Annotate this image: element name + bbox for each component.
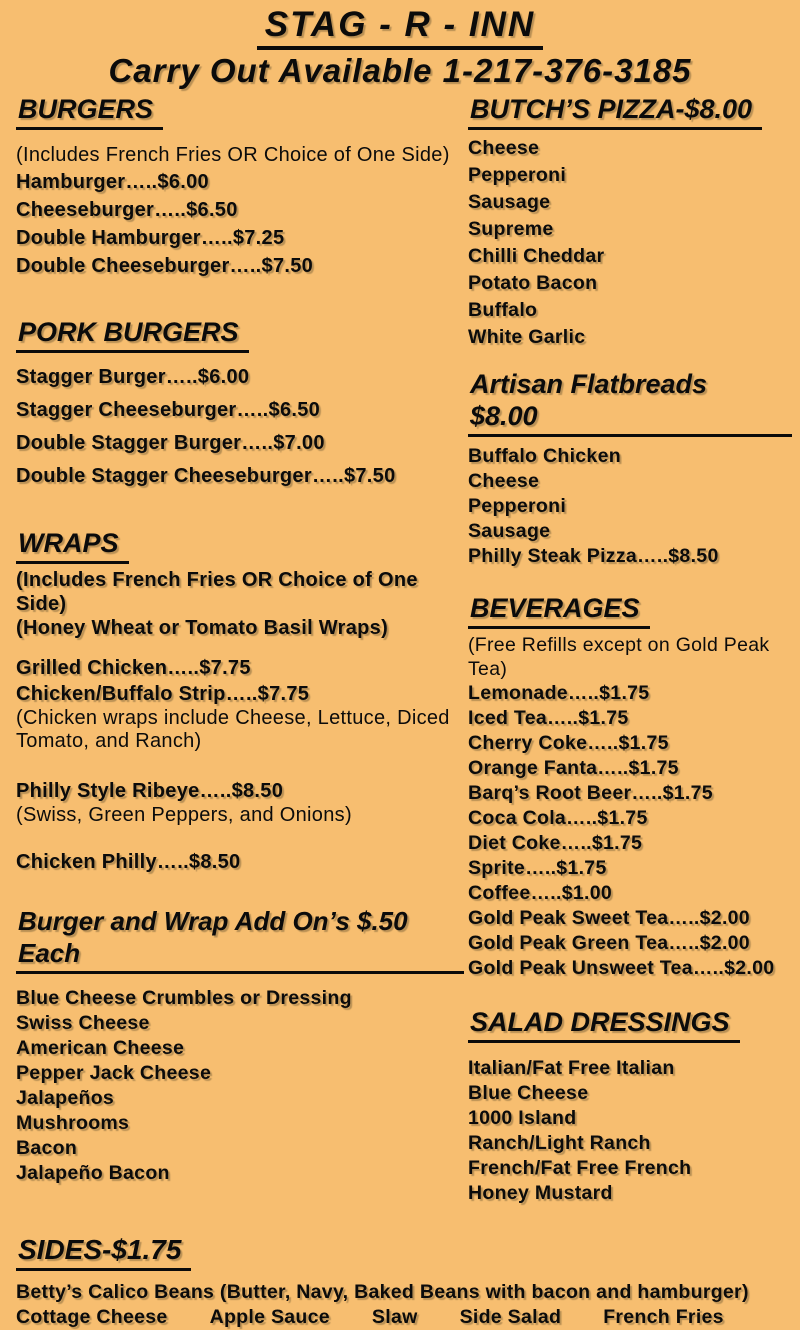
section-salad-dressings xyxy=(468,1006,792,1206)
menu-item: Cottage Cheese xyxy=(16,1306,168,1328)
wraps-note-bread: (Honey Wheat or Tomato Basil Wraps) xyxy=(16,617,389,639)
menu-item: Bacon xyxy=(16,1137,78,1159)
menu-item: Blue Cheese xyxy=(468,1082,589,1104)
menu-item: Sausage xyxy=(468,520,551,542)
menu-item: Diet Coke…..$1.75 xyxy=(468,832,643,854)
wraps-heading: WRAPS xyxy=(16,527,464,564)
menu-item: Honey Mustard xyxy=(468,1182,613,1204)
chicken-wraps-note: (Chicken wraps include Cheese, Lettuce, Diced Tomato, and Ranch) xyxy=(16,707,450,752)
menu-item: Jalapeño Bacon xyxy=(16,1162,170,1184)
menu-item: Hamburger…..$6.00 xyxy=(16,171,209,193)
menu-item: Coca Cola…..$1.75 xyxy=(468,807,648,829)
menu-item: Cheese xyxy=(468,470,540,492)
menu-header xyxy=(0,6,800,91)
menu-item: Buffalo Chicken xyxy=(468,445,621,467)
left-column xyxy=(16,93,464,1186)
menu-item: Cheese xyxy=(468,137,540,159)
menu-item: Stagger Cheeseburger…..$6.50 xyxy=(16,399,321,421)
section-add-ons xyxy=(16,905,464,1186)
burgers-note: (Includes French Fries OR Choice of One Side) xyxy=(16,144,450,166)
pizza-heading: BUTCH’S PIZZA-$8.00 xyxy=(468,93,792,130)
menu-item: Pepperoni xyxy=(468,495,567,517)
menu-item: Swiss Cheese xyxy=(16,1012,150,1034)
menu-item: Gold Peak Sweet Tea…..$2.00 xyxy=(468,907,750,929)
menu-item: Potato Bacon xyxy=(468,272,598,294)
menu-item: Chicken Philly…..$8.50 xyxy=(16,851,241,873)
menu-item: Orange Fanta…..$1.75 xyxy=(468,757,679,779)
menu-item: 1000 Island xyxy=(468,1107,577,1129)
menu-item: Iced Tea…..$1.75 xyxy=(468,707,629,729)
menu-item: Cheeseburger…..$6.50 xyxy=(16,199,238,221)
menu-item: Stagger Burger…..$6.00 xyxy=(16,366,250,388)
section-pork-burgers xyxy=(16,316,464,493)
menu-item: Pepperoni xyxy=(468,164,567,186)
menu-item: Lemonade…..$1.75 xyxy=(468,682,650,704)
section-sides xyxy=(0,1234,800,1330)
menu-item: Supreme xyxy=(468,218,554,240)
restaurant-name-row xyxy=(0,6,800,50)
flatbreads-heading: Artisan Flatbreads $8.00 xyxy=(468,368,792,437)
menu-item: Side Salad xyxy=(459,1306,562,1328)
menu-item: Gold Peak Unsweet Tea…..$2.00 xyxy=(468,957,775,979)
menu-item: Double Cheeseburger…..$7.50 xyxy=(16,255,314,277)
menu-item: Apple Sauce xyxy=(209,1306,330,1328)
pork-burgers-heading: PORK BURGERS xyxy=(16,316,464,353)
section-wraps xyxy=(16,527,464,875)
carry-out-phone: Carry Out Available 1-217-376-3185 xyxy=(108,52,692,89)
menu-item: Gold Peak Green Tea…..$2.00 xyxy=(468,932,750,954)
menu-item: Double Stagger Burger…..$7.00 xyxy=(16,432,325,454)
menu-item: Philly Style Ribeye…..$8.50 xyxy=(16,780,284,802)
section-flatbreads xyxy=(468,368,792,569)
menu-item: White Garlic xyxy=(468,326,586,348)
menu-item: Italian/Fat Free Italian xyxy=(468,1057,675,1079)
menu-item: Coffee…..$1.00 xyxy=(468,882,613,904)
menu-item: Buffalo xyxy=(468,299,538,321)
menu-item: American Cheese xyxy=(16,1037,185,1059)
menu-item: Grilled Chicken…..$7.75 xyxy=(16,657,251,679)
menu-item: Chilli Cheddar xyxy=(468,245,605,267)
salad-dressings-heading: SALAD DRESSINGS xyxy=(468,1006,792,1043)
wraps-group-chicken xyxy=(16,655,464,753)
sides-heading: SIDES-$1.75 xyxy=(16,1234,784,1271)
menu-item: French Fries xyxy=(603,1306,724,1328)
menu-item: Jalapeños xyxy=(16,1087,115,1109)
menu-columns xyxy=(0,91,800,1206)
menu-item: Cherry Coke…..$1.75 xyxy=(468,732,669,754)
section-pizza xyxy=(468,93,792,351)
menu-item: Ranch/Light Ranch xyxy=(468,1132,651,1154)
menu-item: French/Fat Free French xyxy=(468,1157,692,1179)
add-ons-heading: Burger and Wrap Add On’s $.50 Each xyxy=(16,905,464,974)
ribeye-note: (Swiss, Green Peppers, and Onions) xyxy=(16,804,352,826)
menu-item: Philly Steak Pizza…..$8.50 xyxy=(468,545,719,567)
right-column xyxy=(464,93,792,1206)
menu-item: Sausage xyxy=(468,191,551,213)
sides-items-row xyxy=(16,1305,784,1330)
menu-item: Blue Cheese Crumbles or Dressing xyxy=(16,987,352,1009)
menu-item: Barq’s Root Beer…..$1.75 xyxy=(468,782,713,804)
wraps-note-sides: (Includes French Fries OR Choice of One Side) xyxy=(16,569,418,615)
menu-item: Pepper Jack Cheese xyxy=(16,1062,212,1084)
menu-item: Chicken/Buffalo Strip…..$7.75 xyxy=(16,683,310,705)
menu-item: Mushrooms xyxy=(16,1112,130,1134)
section-beverages xyxy=(468,592,792,981)
section-burgers xyxy=(16,93,464,280)
menu-item: Double Hamburger…..$7.25 xyxy=(16,227,285,249)
menu-item: Double Stagger Cheeseburger…..$7.50 xyxy=(16,465,396,487)
wraps-group-chicken-philly xyxy=(16,849,464,875)
beverages-note: (Free Refills except on Gold Peak Tea) xyxy=(468,634,770,680)
wraps-group-ribeye xyxy=(16,778,464,827)
menu-item: Sprite…..$1.75 xyxy=(468,857,607,879)
sides-beans-note: Betty’s Calico Beans (Butter, Navy, Baked Beans with bacon and hamburger) xyxy=(16,1281,749,1303)
beverages-heading: BEVERAGES xyxy=(468,592,792,629)
burgers-heading: BURGERS xyxy=(16,93,464,130)
menu-item: Slaw xyxy=(371,1306,418,1328)
restaurant-name: STAG - R - INN xyxy=(257,6,543,50)
